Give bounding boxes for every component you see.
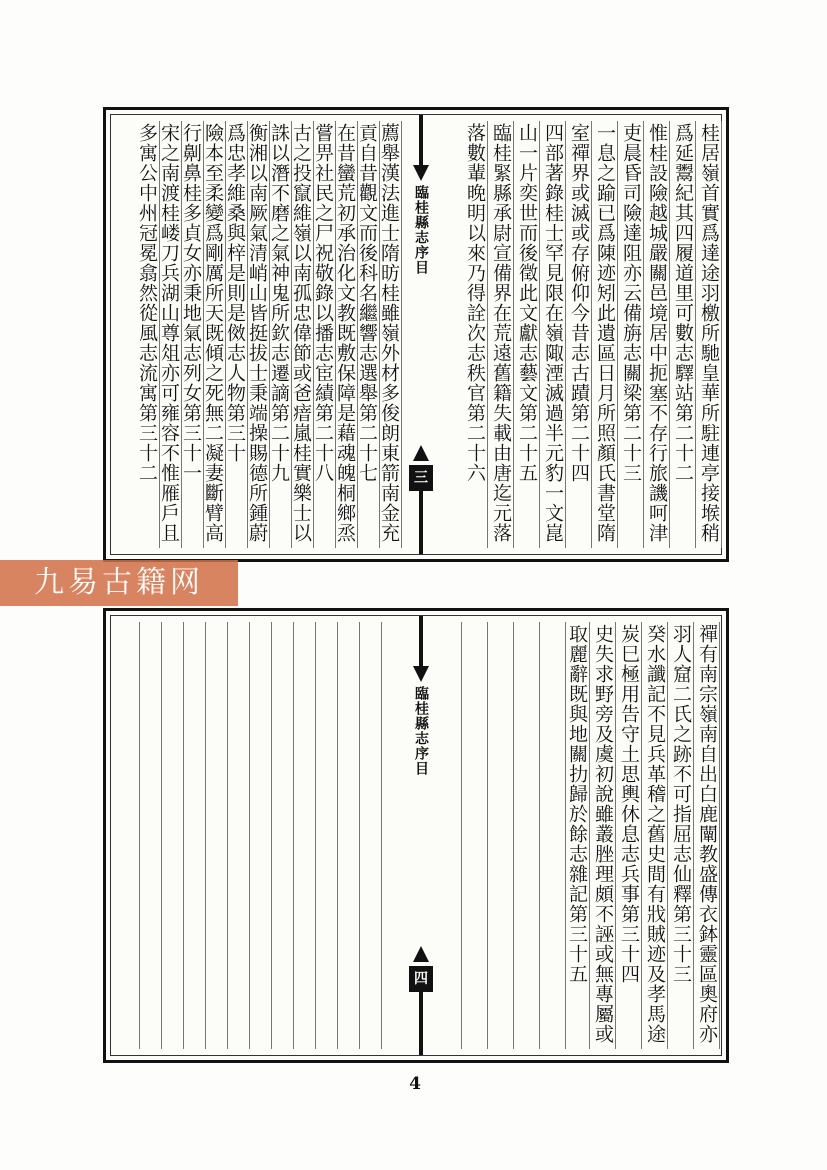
- text-column: [377, 121, 402, 548]
- column-rule: [183, 622, 184, 1049]
- column-text: 薦舉漢法進士隋昉桂雖嶺外材多俊朗東箭南金充: [378, 123, 400, 543]
- column-rule: [315, 622, 316, 1049]
- text-column: [311, 121, 336, 548]
- column-rule: [513, 622, 514, 1049]
- text-column: [267, 121, 292, 548]
- text-column: [567, 121, 592, 548]
- column-text: 爲延鬻紀其四履道里可數志驛站第二十二: [672, 123, 694, 483]
- text-column: [541, 121, 566, 548]
- column-text: 禪有南宗嶺南自出白鹿闡教盛傳衣鉢靈區奧府亦: [696, 624, 718, 1044]
- fish-tail-mark: [413, 165, 429, 181]
- page-number: 4: [409, 1074, 421, 1094]
- column-rule: [359, 622, 360, 1049]
- text-column: [157, 121, 182, 548]
- column-text: 古之投竄維嶺以南孤忠偉節或爸瘖嵐桂實樂士以: [290, 123, 312, 543]
- center-fold-strip: [411, 616, 431, 1055]
- column-text: 落數輩晚明以來乃得詮次志秩官第二十六: [464, 123, 486, 483]
- text-column: [593, 121, 618, 548]
- column-text: 吏晨昏司險達阻亦云備旃志關梁第二十三: [620, 123, 642, 483]
- bottom-page-panel: [103, 608, 729, 1063]
- column-text: 惟桂設險越城嚴關邑境居中扼塞不存行旅譏呵津: [646, 123, 668, 543]
- fold-bar: [419, 491, 423, 554]
- column-text: 爲忠孝維桑與梓是則是傚志人物第三十: [224, 123, 246, 463]
- text-column: [695, 622, 720, 1049]
- column-text: 炭巳極用告守土思輿休息志兵事第三十四: [618, 624, 640, 984]
- column-text: 桂居嶺首實爲達途羽檄所馳皇華所駐連亭接堠稍: [698, 123, 720, 543]
- fold-bar: [419, 992, 423, 1055]
- text-column: [671, 121, 696, 548]
- column-rule: [293, 622, 294, 1049]
- center-fold-strip: [411, 115, 431, 554]
- text-column: [463, 121, 488, 548]
- fold-bar: [419, 616, 423, 666]
- text-column: [333, 121, 358, 548]
- fish-tail-mark: [413, 666, 429, 682]
- column-text: 貢自昔觀文而後科名繼響志選舉第二十七: [356, 123, 378, 483]
- column-text: 一息之踰已爲陳迹矧此遺區日月所照顏氏書堂隋: [594, 123, 616, 543]
- column-text: 山一片奕世而後徵此文獻志藝文第二十五: [516, 123, 538, 483]
- column-rule: [227, 622, 228, 1049]
- column-rule: [161, 622, 162, 1049]
- text-column: [489, 121, 514, 548]
- fish-tail-mark: [413, 946, 429, 962]
- column-rule: [487, 622, 488, 1049]
- text-column: [289, 121, 314, 548]
- column-text: 衡湘以南厥氣清峭山皆挺拔士秉端操賜德所鍾蔚: [246, 123, 268, 543]
- column-text: 史失求野旁及虞初說雖叢脞理頗不誣或無專屬或: [592, 624, 614, 1044]
- column-rule: [249, 622, 250, 1049]
- fold-bar: [419, 115, 423, 165]
- text-column: [617, 622, 642, 1049]
- center-page-number: 三: [409, 465, 433, 491]
- text-column: [245, 121, 270, 548]
- text-column: [565, 622, 590, 1049]
- column-rule: [271, 622, 272, 1049]
- top-page-inner-frame: [110, 114, 722, 555]
- text-column: [697, 121, 722, 548]
- column-rule: [461, 622, 462, 1049]
- center-page-number: 四: [409, 966, 433, 992]
- text-column: [669, 622, 694, 1049]
- fish-tail-mark: [413, 445, 429, 461]
- column-text: 宋之南渡桂嵝刀兵湖山尊俎亦可雍容不惟雁戶且: [158, 123, 180, 543]
- column-rule: [539, 622, 540, 1049]
- column-text: 室禪界或滅或存俯仰今昔志古蹟第二十四: [568, 123, 590, 483]
- column-text: 臨桂緊縣承尉宣備界在荒遠舊籍失載由唐迄元落: [490, 123, 512, 543]
- column-text: 誅以潛不磨之氣神鬼所欽志遷謫第二十九: [268, 123, 290, 483]
- column-text: 取麗辭既與地關扐歸於餘志雜記第三十五: [566, 624, 588, 984]
- center-title: 臨桂縣志序目: [413, 686, 429, 776]
- column-rule: [565, 622, 566, 1049]
- column-text: 癸水讖記不見兵革稽之舊史間有戕賊迹及孝馬途: [644, 624, 666, 1044]
- column-rule: [139, 622, 140, 1049]
- center-title: 臨桂縣志序目: [413, 185, 429, 275]
- top-page-panel: [103, 107, 729, 562]
- text-column: [645, 121, 670, 548]
- text-column: [643, 622, 668, 1049]
- column-text: 羽人窟二氏之跡不可指屈志仙釋第三十三: [670, 624, 692, 984]
- text-column: [591, 622, 616, 1049]
- column-rule: [205, 622, 206, 1049]
- watermark-logo: 九易古籍网: [0, 560, 238, 606]
- text-column: [619, 121, 644, 548]
- bottom-page-inner-frame: [110, 615, 722, 1056]
- column-text: 行劓鼻桂多貞女亦秉地氣志列女第三十一: [180, 123, 202, 483]
- text-column: [515, 121, 540, 548]
- column-text: 嘗畀社民之尸祝敬錄以播志宦績第二十八: [312, 123, 334, 483]
- column-text: 在昔蠻荒初承治化文教既敷保障是藉魂魄桐鄉烝: [334, 123, 356, 543]
- text-column: [223, 121, 248, 548]
- column-text: 多寓公中州冠冕翕然從風志流寓第三十二: [136, 123, 158, 483]
- column-rule: [381, 622, 382, 1049]
- column-text: 四部著錄桂士罕見限在嶺陬湮滅過半元豹一文崑: [542, 123, 564, 543]
- column-text: 險本至柔變爲剛厲所天既傾之死無二凝妻斷臂高: [202, 123, 224, 543]
- text-column: [201, 121, 226, 548]
- text-column: [135, 121, 160, 548]
- column-rule: [337, 622, 338, 1049]
- text-column: [355, 121, 380, 548]
- text-column: [179, 121, 204, 548]
